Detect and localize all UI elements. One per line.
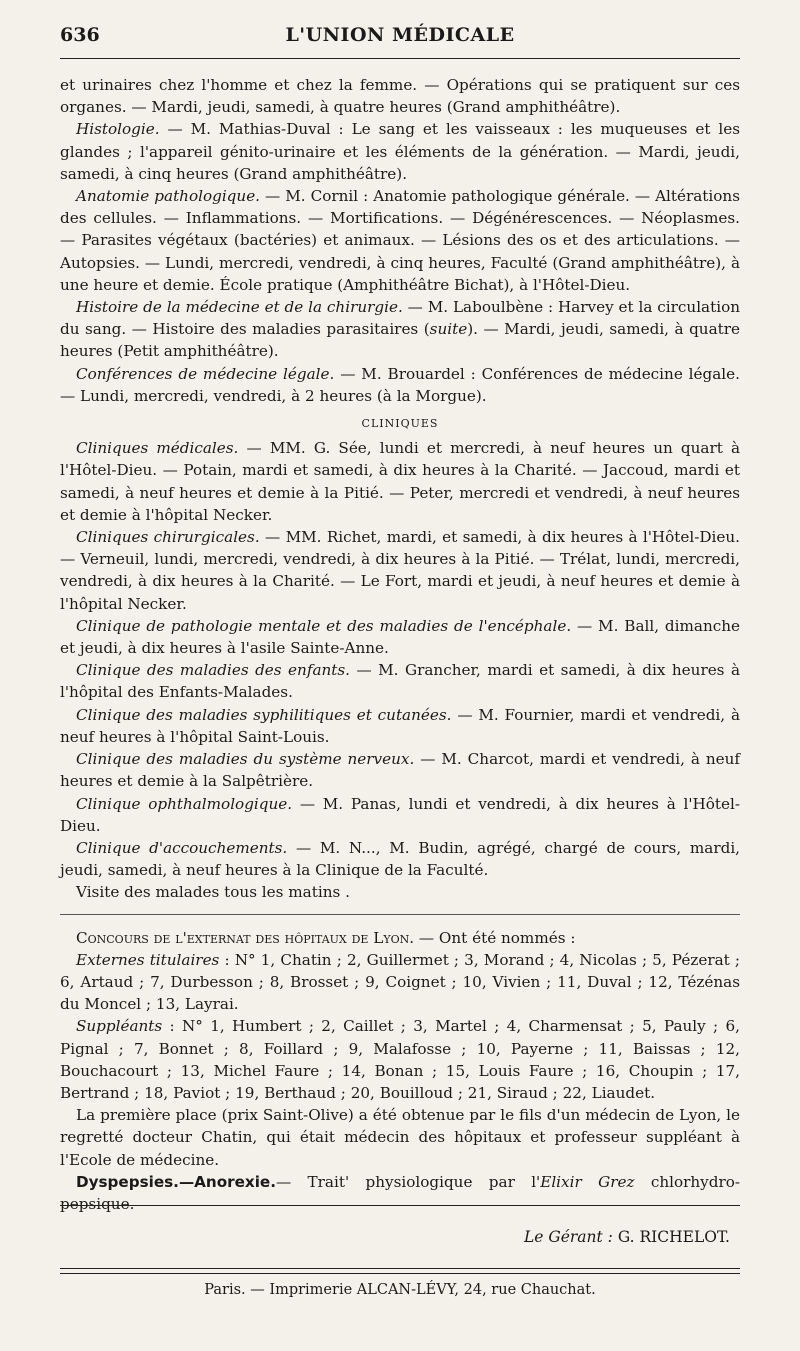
advertisement: Dyspepsies.—Anorexie.— Trait' physiologique par l'Elixir Grez chlorhydro-pepsique. (60, 1172, 740, 1213)
paragraph-clinique: Clinique d'accouchements. — M. N..., M. Budin, agrégé, chargé de cours, mardi, jeudi, samedi, à neuf heures à la Clinique de la Faculté. (60, 838, 740, 880)
paragraph-clinique: Clinique ophthalmologique. — M. Panas, lundi et vendredi, à dix heures à l'Hôtel-Dieu. (60, 794, 740, 835)
paragraph-anatomie: Anatomie pathologique. — M. Cornil : Anatomie pathologique générale. — Altérations des cellules. — Inflammations. — Mortifications. — Dégénérescences. — Néoplasmes. — Parasites végétaux (bactéries) et animaux. — Lésions des os et des articulations. — Autopsies. — Lundi, mercredi, vendredi, à cinq heures, Faculté (Grand amphithéâtre), à une heure et demie. École pratique (Amphithéâtre Bichat), à l'Hôtel-Dieu. (60, 187, 740, 294)
paragraph-clinique: Clinique des maladies des enfants. — M. Grancher, mardi et samedi, à dix heures à l'hôpital des Enfants-Malades. (60, 661, 740, 702)
paragraph-clinique: Cliniques chirurgicales. — MM. Richet, mardi, et samedi, à dix heures à l'Hôtel-Dieu. — Verneuil, lundi, mercredi, vendredi, à dix heures à la Pitié. — Trélat, lundi, mercredi, vendredi, à dix heures à la Charité. — Le Fort, mardi et jeudi, à neuf heures et demie à l'hôpital Necker. (60, 528, 741, 613)
running-title: L'UNION MÉDICALE (285, 24, 515, 46)
footer-rule (60, 1268, 740, 1269)
paragraph-clinique: Clinique de pathologie mentale et des maladies de l'encéphale. — M. Ball, dimanche et jeudi, à dix heures à l'asile Sainte-Anne. (60, 616, 741, 658)
footer-rule (60, 1205, 740, 1206)
gerant-signature: Le Gérant : G. RICHELOT. (523, 1228, 730, 1246)
footer-rule (60, 1273, 740, 1274)
paragraph-lyon-suppleants: Suppléants : N° 1, Humbert ; 2, Caillet ; 3, Martel ; 4, Charmensat ; 5, Pauly ; 6, Pignal ; 7, Bonnet ; 8, Foillard ; 9, Malafosse ; 10, Payerne ; 11, Baissas ; 12, Bouchacourt ; 13, Michel Faure ; 14, Bonan ; 15, Louis Faure ; 16, Choupin ; 17, Bertrand ; 18, Paviot ; 19, Berthaud ; 20, Bouilloud ; 21, Siraud ; 22, Liaudet. (60, 1017, 740, 1102)
clinic-title: Clinique des maladies du système nerveux. (76, 750, 415, 769)
paragraph-clinique: Cliniques médicales. — MM. G. Sée, lundi et mercredi, à neuf heures un quart à l'Hôtel-Dieu. — Potain, mardi et samedi, à dix heures à la Charité. — Jaccoud, mardi et samedi, à neuf heures et demie à la Pitié. — Peter, mercredi et vendredi, à neuf heures et demie à l'hôpital Necker. (60, 439, 740, 524)
clinic-title: Clinique des maladies syphilitiques et cutanées. (76, 705, 452, 724)
paragraph-continuation: et urinaires chez l'homme et chez la femme. — Opérations qui se pratiquent sur ces organes. — Mardi, jeudi, samedi, à quatre heures (Grand amphithéâtre). (60, 76, 740, 117)
header-rule (60, 58, 740, 59)
printer-imprint: Paris. — Imprimerie ALCAN-LÉVY, 24, rue Chauchat. (204, 1282, 596, 1298)
page-number: 636 (60, 24, 100, 46)
course-title: Histologie. (76, 120, 160, 139)
course-title: Anatomie pathologique. (76, 187, 261, 206)
section-heading-cliniques: CLINIQUES (361, 417, 439, 431)
paragraph-visite: Visite des malades tous les matins . (76, 883, 350, 902)
page-header (60, 20, 740, 54)
section-separator (60, 914, 740, 915)
clinic-title: Cliniques chirurgicales. (76, 528, 260, 547)
paragraph-clinique: Clinique des maladies du système nerveux. — M. Charcot, mardi et vendredi, à neuf heures et demie à la Salpêtrière. (60, 750, 741, 791)
paragraph-lyon-note: La première place (prix Saint-Olive) a été obtenue par le fils d'un médecin de Lyon, le regretté docteur Chatin, qui était médecin des hôpitaux et professeur suppléant à l'Ecole de médecine. (60, 1106, 740, 1169)
paragraph-lyon-externes: Externes titulaires : N° 1, Chatin ; 2, Guillermet ; 3, Morand ; 4, Nicolas ; 5, Pézerat ; 6, Artaud ; 7, Durbesson ; 8, Brosset ; 9, Coignet ; 10, Vivien ; 11, Duval ; 12, Tézénas du Moncel ; 13, Layrai. (60, 950, 740, 1014)
paragraph-histoire: Histoire de la médecine et de la chirurgie. — M. Laboulbène : Harvey et la circulation du sang. — Histoire des maladies parasitaires (suite). — Mardi, jeudi, samedi, à quatre heures (Petit amphithéâtre). (60, 298, 740, 361)
course-title: Conférences de médecine légale. (76, 364, 335, 383)
clinic-title: Clinique de pathologie mentale et des maladies de l'encéphale. (76, 616, 572, 635)
clinic-title: Clinique des maladies des enfants. (76, 661, 351, 680)
paragraph-histologie: Histologie. — M. Mathias-Duval : Le sang et les vaisseaux : les muqueuses et les glandes ; l'appareil génito-urinaire et les éléments de la génération. — Mardi, jeudi, samedi, à cinq heures (Grand amphithéâtre). (60, 120, 740, 183)
clinic-title: Clinique ophthalmologique. (76, 794, 293, 813)
course-title: Histoire de la médecine et de la chirurgie. (76, 298, 403, 317)
paragraph-clinique: Clinique des maladies syphilitiques et cutanées. — M. Fournier, mardi et vendredi, à neuf heures à l'hôpital Saint-Louis. (60, 705, 740, 746)
paragraph-lyon-heading: Concours de l'externat des hôpitaux de Lyon. — Ont été nommés : (76, 928, 576, 947)
clinic-title: Cliniques médicales. (76, 439, 239, 458)
paragraph-medecine-legale: Conférences de médecine légale. — M. Brouardel : Conférences de médecine légale. — Lundi, mercredi, vendredi, à 2 heures (à la Morgue). (60, 364, 740, 405)
article-body (60, 74, 740, 1215)
clinic-title: Clinique d'accouchements. (76, 838, 288, 857)
